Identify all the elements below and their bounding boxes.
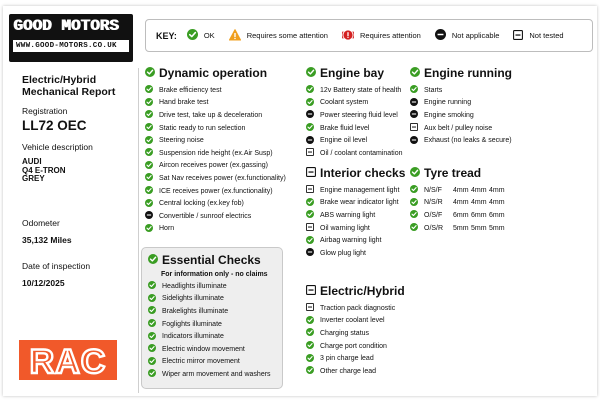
ok-icon <box>306 354 314 364</box>
key-item-attention <box>342 29 421 43</box>
check-item-label: Charging status <box>320 329 370 337</box>
check-item <box>306 122 403 135</box>
key-item-ok <box>187 29 215 42</box>
check-item <box>145 172 286 185</box>
ok-icon <box>145 161 153 171</box>
registration-value: LL72 OEC <box>22 118 87 133</box>
tyre-depth: 6mm <box>453 211 469 219</box>
minus-circle-icon <box>306 110 314 120</box>
check-item-label: Engine oil level <box>320 137 368 145</box>
section-header <box>306 166 405 180</box>
alert-icon <box>342 29 354 43</box>
logo-url: WWW.GOOD-MOTORS.CO.UK <box>13 40 129 52</box>
logo-title: GOOD MOTORS <box>13 17 119 35</box>
ok-icon <box>410 185 418 195</box>
check-item-label: Static ready to run selection <box>159 124 246 132</box>
check-item-label: Brake fluid level <box>320 124 370 132</box>
tyre-position: O/S/F <box>424 211 443 219</box>
minus-square-icon <box>306 303 314 313</box>
check-item <box>145 197 286 210</box>
rac-logo-mark <box>23 344 113 376</box>
key-item-some-attention <box>229 29 328 43</box>
ok-icon <box>306 85 314 95</box>
minus-square-icon <box>306 185 314 195</box>
vehicle-info-panel <box>22 74 134 288</box>
check-item <box>410 97 512 110</box>
check-item <box>145 134 286 147</box>
ok-icon <box>306 66 316 80</box>
check-item <box>306 365 405 378</box>
check-item-label: Airbag warning light <box>320 237 382 245</box>
check-item <box>145 160 286 173</box>
section-title: Engine running <box>424 66 512 80</box>
check-item <box>145 147 286 160</box>
engine-bay-section <box>306 66 403 160</box>
report-title-line2: Mechanical Report <box>22 86 116 98</box>
report-title-line1: Electric/Hybrid <box>22 74 97 86</box>
key-item-label: Requires attention <box>359 31 421 40</box>
check-list <box>306 84 403 160</box>
check-item-label: ICE receives power (ex.functionality) <box>159 187 273 195</box>
good-motors-logo <box>9 14 133 62</box>
tyre-depth: 4mm <box>453 199 469 207</box>
section-title: Engine bay <box>320 66 385 80</box>
inspection-date-label: Date of inspection <box>22 261 91 271</box>
key-item-label: Not applicable <box>451 31 500 40</box>
tyre-depth: 4mm <box>489 186 505 194</box>
ok-icon <box>145 224 153 234</box>
check-item-label: Engine smoking <box>424 111 474 119</box>
check-item-label: Sat Nav receives power (ex.functionality) <box>159 174 286 182</box>
check-item <box>410 84 512 97</box>
ok-icon <box>145 85 153 95</box>
check-item-label: 3 pin charge lead <box>320 355 374 363</box>
engine-running-section <box>410 66 512 147</box>
check-item-label: Drive test, take up & deceleration <box>159 111 263 119</box>
minus-square-icon <box>306 223 314 233</box>
check-item-label: Brake wear indicator light <box>320 199 399 207</box>
check-item <box>410 134 512 147</box>
tyre-depth: 5mm <box>489 224 505 232</box>
check-item-label: Aux belt / pulley noise <box>424 124 493 132</box>
minus-square-icon <box>306 284 316 298</box>
ok-icon <box>145 110 153 120</box>
check-list <box>145 84 286 235</box>
essential-checks-note: For information only - no claims <box>161 271 268 278</box>
rac-logo-text: RAC <box>29 344 107 376</box>
minus-circle-icon <box>410 136 418 146</box>
check-item-label: Central locking (ex.key fob) <box>159 200 244 208</box>
section-header <box>148 253 282 267</box>
section-header <box>410 66 512 80</box>
vehicle-make: AUDI <box>22 157 42 166</box>
ok-icon <box>148 253 158 267</box>
tyre-depth: 5mm <box>471 224 487 232</box>
ok-icon <box>145 173 153 183</box>
ok-icon <box>410 223 418 233</box>
section-title: Essential Checks <box>162 253 261 267</box>
registration-label: Registration <box>22 106 68 116</box>
check-list <box>306 184 405 260</box>
vehicle-model: Q4 E-TRON <box>22 165 66 175</box>
check-item-label: Electric mirror movement <box>162 358 240 366</box>
ok-icon <box>410 85 418 95</box>
check-item <box>306 109 403 122</box>
tyre-depth: 4mm <box>471 199 487 207</box>
check-item <box>145 109 286 122</box>
minus-circle-icon <box>306 136 314 146</box>
check-item-label: 12v Battery state of health <box>320 86 402 94</box>
vehicle-colour: GREY <box>22 174 45 183</box>
section-header <box>410 166 507 180</box>
check-item <box>148 293 282 306</box>
warning-triangle-icon <box>229 29 241 43</box>
ok-icon <box>145 148 153 158</box>
check-item <box>306 327 405 340</box>
check-item-label: Brakelights illuminate <box>162 307 229 315</box>
check-item <box>306 352 405 365</box>
ok-icon <box>306 328 314 338</box>
check-item <box>306 234 405 247</box>
odometer-label: Odometer <box>22 217 60 228</box>
rac-logo <box>19 340 117 380</box>
tyre-row <box>410 197 507 210</box>
ok-icon <box>148 281 156 291</box>
section-title: Electric/Hybrid <box>320 284 405 298</box>
section-title: Dynamic operation <box>159 66 268 80</box>
essential-checks-section <box>141 247 283 389</box>
check-item-label: Glow plug light <box>320 249 366 257</box>
check-item-label: Exhaust (no leaks & secure) <box>424 137 512 145</box>
check-item-label: Power steering fluid level <box>320 111 398 119</box>
check-item-label: Engine running <box>424 99 472 107</box>
key-label: KEY: <box>156 30 177 41</box>
ok-icon <box>410 210 418 220</box>
vehicle-description-label: Vehicle description <box>22 142 93 152</box>
check-item <box>306 147 403 160</box>
status-key <box>145 19 593 52</box>
check-item <box>148 330 282 343</box>
ok-icon <box>148 332 156 342</box>
tyre-position: N/S/R <box>424 199 443 207</box>
check-item <box>145 122 286 135</box>
check-item <box>148 343 282 356</box>
odometer-value: 35,132 Miles <box>22 234 72 245</box>
tyre-depth: 5mm <box>453 224 469 232</box>
ok-icon <box>306 123 314 133</box>
section-header <box>306 66 403 80</box>
check-item-label: Other charge lead <box>320 367 377 375</box>
check-item-label: Starts <box>424 86 443 94</box>
check-item-label: Oil warning light <box>320 224 370 232</box>
check-item <box>145 185 286 198</box>
check-item <box>148 280 282 293</box>
check-item <box>148 356 282 369</box>
section-header <box>145 66 286 80</box>
check-item <box>145 97 286 110</box>
section-title: Tyre tread <box>424 166 482 180</box>
tyre-row <box>410 209 507 222</box>
tyre-row <box>410 222 507 235</box>
key-item-label: OK <box>203 31 215 40</box>
check-item-label: Electric window movement <box>162 345 245 353</box>
tyre-depth: 4mm <box>471 186 487 194</box>
ok-icon <box>145 136 153 146</box>
check-list <box>410 84 512 147</box>
check-item <box>148 305 282 318</box>
check-item-label: Inverter coolant level <box>320 317 385 325</box>
check-item <box>306 97 403 110</box>
check-list <box>306 302 405 378</box>
ok-icon <box>148 294 156 304</box>
check-item-label: Engine management light <box>320 186 400 194</box>
check-item-label: Brake efficiency test <box>159 86 222 94</box>
section-header <box>306 284 405 298</box>
ok-icon <box>148 319 156 329</box>
minus-square-icon <box>513 30 523 42</box>
check-item-label: Aircon receives power (ex.gassing) <box>159 162 268 170</box>
check-item <box>306 302 405 315</box>
check-item-label: Traction pack diagnostic <box>320 304 396 312</box>
check-item-label: Convertible / sunroof electrics <box>159 212 252 220</box>
check-item <box>306 134 403 147</box>
section-title: Interior checks <box>320 166 406 180</box>
check-item <box>306 247 405 260</box>
tyre-depth: 6mm <box>489 211 505 219</box>
key-item-label: Not tested <box>529 31 564 40</box>
check-item <box>145 84 286 97</box>
inspection-date-value: 10/12/2025 <box>22 278 65 288</box>
ok-icon <box>306 236 314 246</box>
check-item <box>148 318 282 331</box>
ok-icon <box>148 357 156 367</box>
tyre-depth: 6mm <box>471 211 487 219</box>
electric-hybrid-section <box>306 284 405 378</box>
ok-icon <box>145 123 153 133</box>
check-item-label: ABS warning light <box>320 211 376 219</box>
ok-icon <box>306 210 314 220</box>
key-item-not-applicable <box>435 29 500 42</box>
check-item <box>306 184 405 197</box>
check-item <box>306 197 405 210</box>
tyre-row <box>410 184 507 197</box>
column-divider <box>138 68 139 393</box>
check-item-label: Horn <box>159 225 175 233</box>
check-item-label: Suspension ride height (ex.Air Susp) <box>159 149 273 157</box>
minus-square-icon <box>306 166 316 180</box>
tyre-depth: 4mm <box>489 199 505 207</box>
check-list <box>148 280 282 381</box>
report-sheet <box>3 6 597 396</box>
check-item-label: Foglights illuminate <box>162 320 222 328</box>
check-item <box>306 340 405 353</box>
ok-icon <box>306 316 314 326</box>
ok-icon <box>410 166 420 180</box>
ok-icon <box>306 98 314 108</box>
ok-icon <box>148 369 156 379</box>
ok-icon <box>145 199 153 209</box>
minus-circle-icon <box>410 98 418 108</box>
check-item-label: Hand brake test <box>159 99 209 107</box>
dynamic-operation-section <box>145 66 286 235</box>
tyre-position: O/S/R <box>424 224 444 232</box>
check-item-label: Oil / coolant contamination <box>320 149 403 157</box>
check-item <box>145 210 286 223</box>
check-item-label: Steering noise <box>159 137 204 145</box>
check-item-label: Sidelights illuminate <box>162 295 224 303</box>
check-item <box>148 368 282 381</box>
minus-circle-icon <box>145 211 153 221</box>
ok-icon <box>145 98 153 108</box>
check-item <box>410 122 512 135</box>
ok-icon <box>410 198 418 208</box>
ok-icon <box>306 198 314 208</box>
tyre-tread-table <box>410 184 507 234</box>
minus-square-icon <box>410 123 418 133</box>
check-item-label: Headlights illuminate <box>162 282 227 290</box>
minus-circle-icon <box>410 110 418 120</box>
check-item <box>410 109 512 122</box>
ok-icon <box>145 186 153 196</box>
key-item-label: Requires some attention <box>246 31 328 40</box>
check-item <box>306 209 405 222</box>
check-item-label: Indicators illuminate <box>162 333 224 341</box>
ok-icon <box>306 366 314 376</box>
minus-circle-icon <box>435 29 446 42</box>
tyre-position: N/S/F <box>424 186 442 194</box>
tyre-depth: 4mm <box>453 186 469 194</box>
check-item <box>306 222 405 235</box>
ok-icon <box>410 66 420 80</box>
ok-icon <box>148 306 156 316</box>
minus-circle-icon <box>306 248 314 258</box>
check-item-label: Wiper arm movement and washers <box>162 370 271 378</box>
check-item <box>306 315 405 328</box>
ok-icon <box>145 66 155 80</box>
key-item-not-tested <box>513 30 563 42</box>
ok-icon <box>148 344 156 354</box>
check-item <box>145 223 286 236</box>
check-item <box>306 84 403 97</box>
ok-icon <box>187 29 198 42</box>
minus-square-icon <box>306 148 314 158</box>
check-item-label: Coolant system <box>320 99 369 107</box>
interior-checks-section <box>306 166 405 260</box>
ok-icon <box>306 341 314 351</box>
check-item-label: Charge port condition <box>320 342 387 350</box>
tyre-tread-section <box>410 166 507 234</box>
